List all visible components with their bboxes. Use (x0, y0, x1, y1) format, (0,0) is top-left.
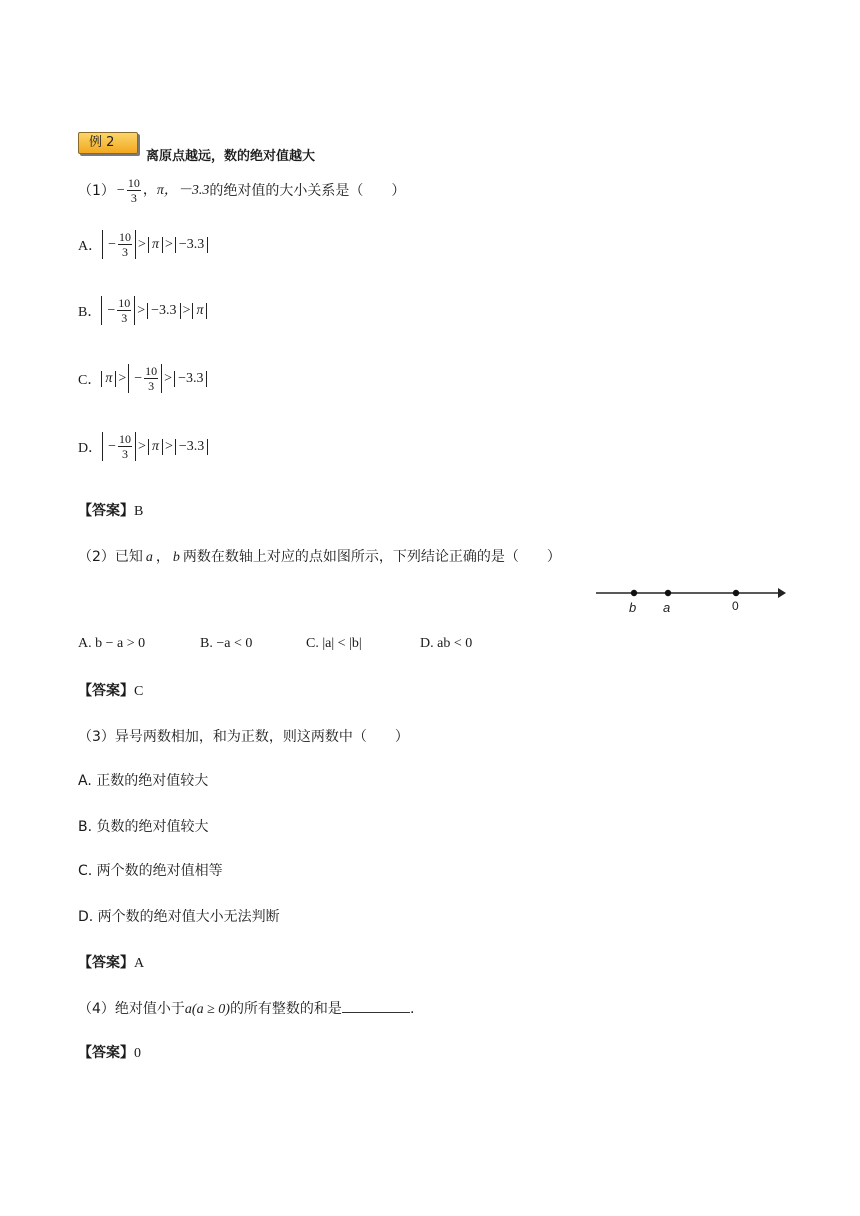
q1-suffix: 的绝对值的大小关系是（ ） (209, 182, 406, 199)
q3-answer: 【答案】A (78, 955, 145, 971)
answer-blank[interactable] (342, 998, 410, 1013)
label-b: b (629, 600, 637, 615)
number-line-figure (596, 582, 786, 616)
q2-stem: （2）已知 a ， b 两数在数轴上对应的点如图所示，下列结论正确的是（ ） (78, 549, 561, 565)
q1-option-d[interactable]: D． − $\frac{10}{3}$ > π > −3.3 (78, 432, 208, 461)
q4-math: a(a ≥ 0) (184, 1002, 230, 1017)
q1-list: π，－3.3 (156, 182, 210, 198)
axis-arrow-icon (778, 588, 786, 598)
q1-fraction: $\frac{10}{3}$ (127, 176, 140, 205)
q3-option-c[interactable]: C. 两个数的绝对值相等 (78, 863, 223, 879)
q2-answer: 【答案】C (78, 683, 144, 699)
q1-prefix: （1） (78, 182, 115, 199)
example-badge: 例 2 (78, 132, 138, 154)
q3-stem: （3）异号两数相加，和为正数，则这两数中（ ） (78, 729, 409, 745)
q2-option-c[interactable]: C. |a| < |b| (306, 636, 362, 651)
label-a: a (663, 600, 671, 615)
q2-option-d[interactable]: D. ab < 0 (420, 636, 473, 651)
q1-option-b[interactable]: B． − $\frac{10}{3}$ > −3.3 > π (78, 296, 207, 325)
q2-option-a[interactable]: A. b − a > 0 (78, 636, 146, 651)
q1-option-c[interactable]: C． π > − $\frac{10}{3}$ > −3.3 (78, 364, 207, 393)
label-zero: 0 (732, 599, 739, 613)
point-a (665, 590, 671, 596)
q1-answer: 【答案】B (78, 503, 144, 519)
q3-option-b[interactable]: B. 负数的绝对值较大 (78, 819, 209, 835)
section-heading: 离原点越远，数的绝对值越大 (146, 149, 316, 164)
q1-stem: （1） − $\frac{10}{3}$ ， π，－3.3 的绝对值的大小关系是（ ） (78, 176, 406, 205)
q3-option-d[interactable]: D. 两个数的绝对值大小无法判断 (78, 909, 280, 925)
q4-answer: 【答案】0 (78, 1045, 141, 1061)
q4-stem: （4）绝对值小于a(a ≥ 0)的所有整数的和是 . (78, 998, 414, 1019)
q1-option-a[interactable]: A． − $\frac{10}{3}$ > π > −3.3 (78, 230, 208, 259)
point-zero (733, 590, 739, 596)
point-b (631, 590, 637, 596)
q3-option-a[interactable]: A. 正数的绝对值较大 (78, 773, 209, 789)
q2-option-b[interactable]: B. −a < 0 (200, 636, 253, 651)
